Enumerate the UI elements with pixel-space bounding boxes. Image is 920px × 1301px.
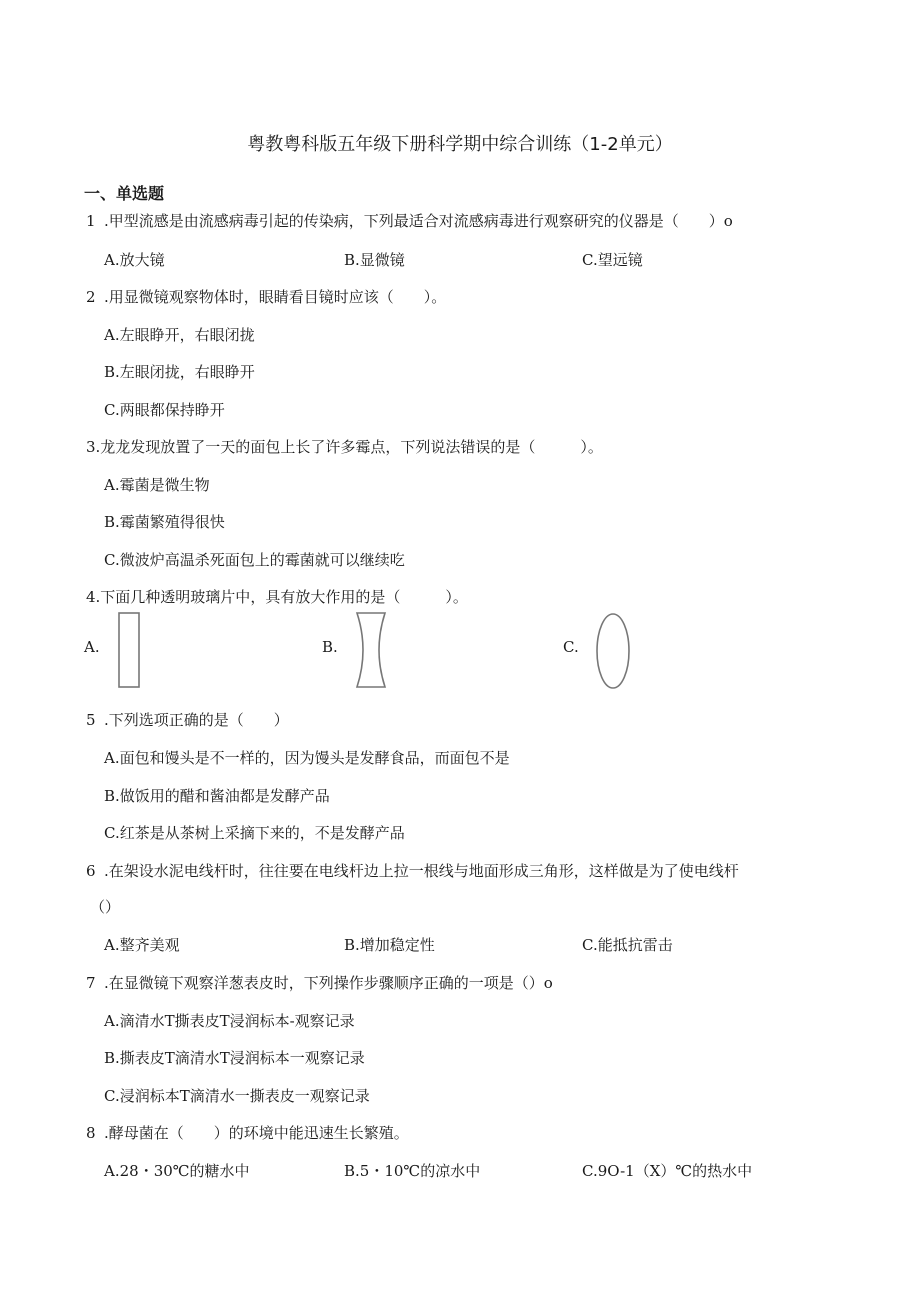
question-2: 2 .用显微镜观察物体时，眼睛看目镜时应该（ ）。	[86, 288, 447, 306]
flat-glass-icon	[116, 611, 144, 689]
q6-option-c[interactable]: C.能抵抗雷击	[582, 936, 673, 954]
question-7: 7 .在显微镜下观察洋葱表皮时，下列操作步骤顺序正确的一项是（）o	[86, 974, 553, 992]
q8-option-c[interactable]: C.9O-1（X）℃的热水中	[582, 1162, 753, 1180]
q3-option-c[interactable]: C.微波炉高温杀死面包上的霉菌就可以继续吃	[104, 551, 405, 569]
q4-option-a-label[interactable]: A.	[84, 638, 100, 656]
q8-option-b[interactable]: B.5・10℃的凉水中	[344, 1162, 481, 1180]
q7-option-a[interactable]: A.滴清水T撕表皮T浸润标本-观察记录	[104, 1012, 355, 1030]
q7-option-b[interactable]: B.撕表皮T滴清水T浸润标本一观察记录	[104, 1049, 365, 1067]
question-5: 5 .下列选项正确的是（ ）	[86, 711, 289, 729]
page-title: 粤教粤科版五年级下册科学期中综合训练（1-2单元）	[247, 134, 673, 155]
question-6: 6 .在架设水泥电线杆时，往往要在电线杆边上拉一根线与地面形成三角形，这样做是为了使电线杆	[86, 862, 739, 880]
q5-option-b[interactable]: B.做饭用的醋和酱油都是发酵产品	[104, 787, 330, 805]
convex-lens-icon	[594, 611, 632, 691]
section-heading: 一、单选题	[84, 184, 165, 203]
q2-option-b[interactable]: B.左眼闭拢，右眼睁开	[104, 363, 255, 381]
q4-option-c-label[interactable]: C.	[563, 638, 579, 656]
question-4: 4.下面几种透明玻璃片中，具有放大作用的是（ ）。	[86, 588, 468, 606]
q2-option-a[interactable]: A.左眼睁开，右眼闭拢	[104, 326, 255, 344]
q5-option-a[interactable]: A.面包和馒头是不一样的，因为馒头是发酵食品，而面包不是	[104, 749, 510, 767]
q1-option-b[interactable]: B.显微镜	[344, 251, 405, 269]
q8-option-a[interactable]: A.28・30℃的糖水中	[104, 1162, 250, 1180]
question-6-blank: （）	[90, 898, 121, 916]
q6-option-a[interactable]: A.整齐美观	[104, 936, 180, 954]
question-1: 1 .甲型流感是由流感病毒引起的传染病，下列最适合对流感病毒进行观察研究的仪器是（ ）o	[86, 212, 733, 230]
q3-option-b[interactable]: B.霉菌繁殖得很快	[104, 513, 225, 531]
q5-option-c[interactable]: C.红茶是从茶树上采摘下来的，不是发酵产品	[104, 824, 405, 842]
question-8: 8 .酵母菌在（ ）的环境中能迅速生长繁殖。	[86, 1124, 409, 1142]
q1-option-a[interactable]: A.放大镜	[104, 251, 165, 269]
q4-option-b-label[interactable]: B.	[322, 638, 338, 656]
q1-option-c[interactable]: C.望远镜	[582, 251, 643, 269]
q6-option-b[interactable]: B.增加稳定性	[344, 936, 435, 954]
q3-option-a[interactable]: A.霉菌是微生物	[104, 476, 210, 494]
q2-option-c[interactable]: C.两眼都保持睁开	[104, 401, 225, 419]
question-3: 3.龙龙发现放置了一天的面包上长了许多霉点，下列说法错误的是（ ）。	[86, 438, 603, 456]
concave-lens-icon	[354, 611, 388, 689]
q7-option-c[interactable]: C.浸润标本T滴清水一撕表皮一观察记录	[104, 1087, 370, 1105]
